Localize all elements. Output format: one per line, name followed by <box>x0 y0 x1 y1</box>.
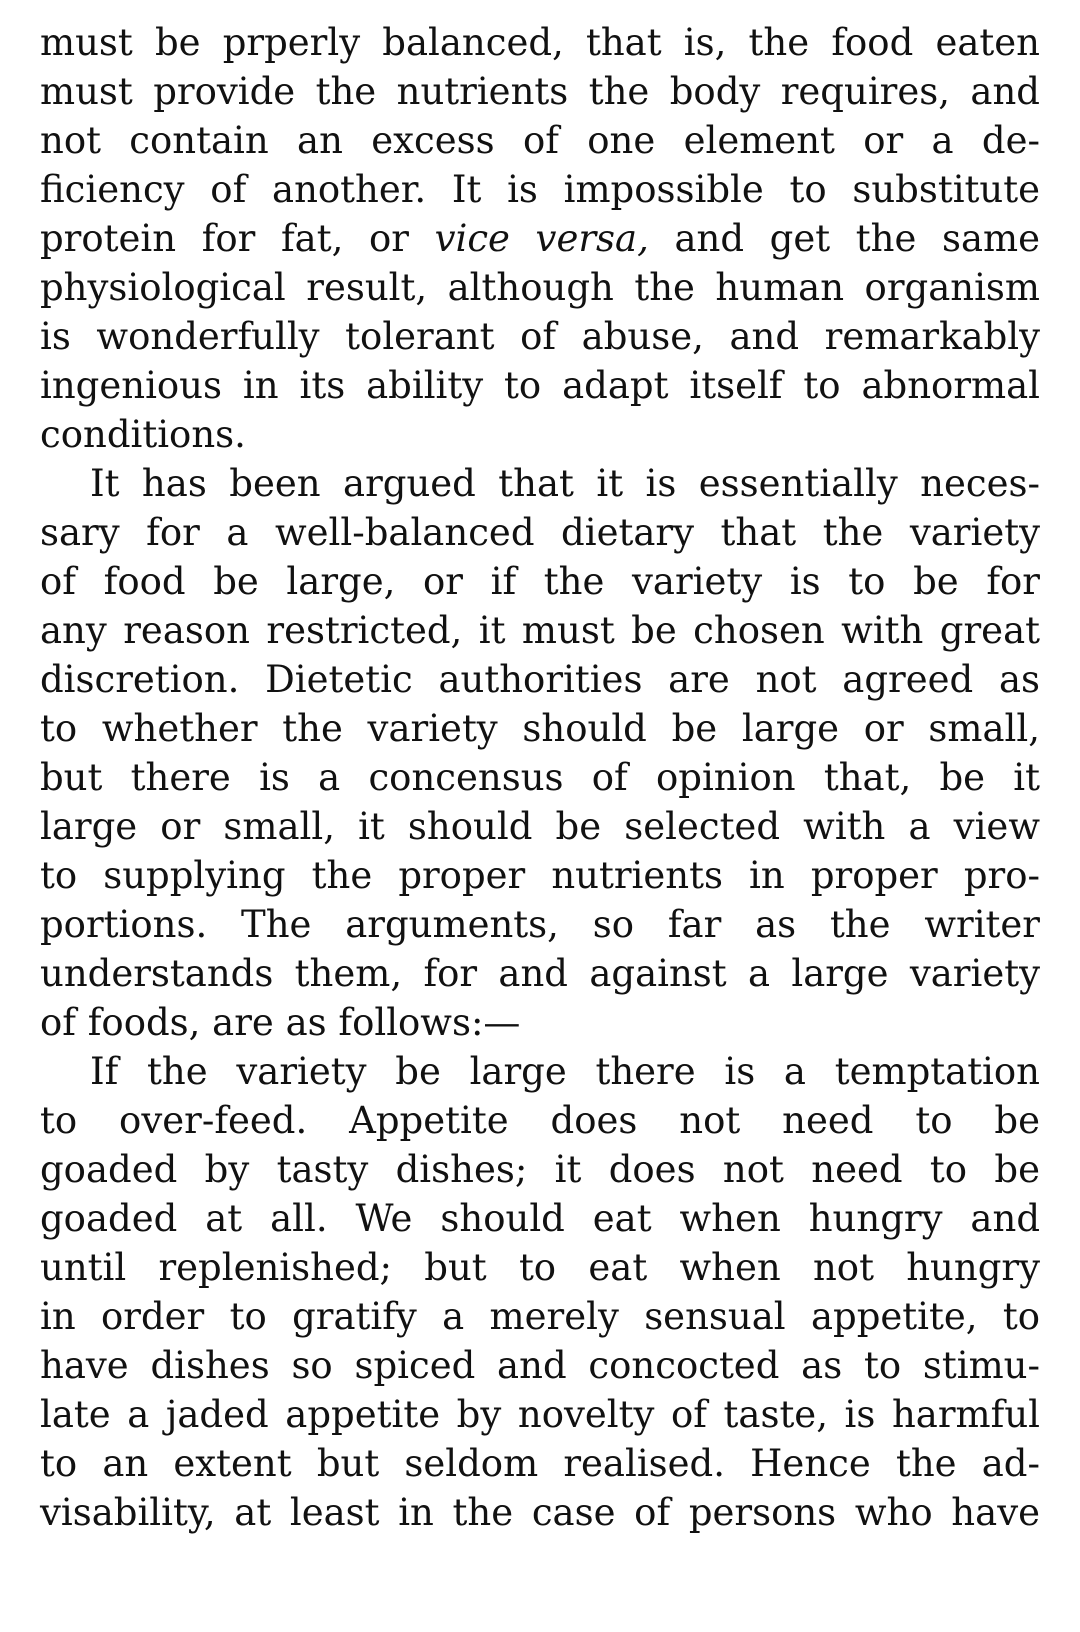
text-line: It has been argued that it is essentially neces- <box>90 462 1040 505</box>
text-line: ficiency of another. It is impossible to substitute <box>40 168 1040 211</box>
text-line: understands them, for and against a large variety <box>40 952 1040 995</box>
paragraph-3 <box>40 1047 1040 1537</box>
text-line: conditions. <box>40 413 246 456</box>
text-line: goaded by tasty dishes; it does not need to be <box>40 1148 1040 1191</box>
text-line: ingenious in its ability to adapt itself to abnormal <box>40 364 1040 407</box>
text-line: must be prperly balanced, that is, the food eaten <box>40 21 1040 64</box>
text-line: of food be large, or if the variety is to be for <box>40 560 1040 603</box>
text-line: goaded at all. We should eat when hungry and <box>40 1197 1040 1240</box>
text-segment: and get the same <box>648 217 1040 260</box>
text-segment: protein for fat, or <box>40 217 435 260</box>
text-line: discretion. Dietetic authorities are not agreed as <box>40 658 1040 701</box>
text-line: visability, at least in the case of persons who have <box>40 1491 1040 1534</box>
book-page <box>40 18 1040 1537</box>
text-line: portions. The arguments, so far as the writer <box>40 903 1040 946</box>
text-line: must provide the nutrients the body requires, and <box>40 70 1040 113</box>
paragraph-1 <box>40 18 1040 459</box>
text-line: If the variety be large there is a temptation <box>90 1050 1040 1093</box>
text-line: to over-feed. Appetite does not need to be <box>40 1099 1040 1142</box>
text-line: of foods, are as follows:— <box>40 1001 521 1044</box>
italic-phrase: vice versa, <box>434 217 649 260</box>
text-line: is wonderfully tolerant of abuse, and remarkably <box>40 315 1040 358</box>
text-line: to an extent but seldom realised. Hence the ad- <box>40 1442 1040 1485</box>
text-line: to whether the variety should be large or small, <box>40 707 1040 750</box>
text-line: sary for a well-balanced dietary that the variety <box>40 511 1040 554</box>
text-line: physiological result, although the human organism <box>40 266 1040 309</box>
text-line: in order to gratify a merely sensual appetite, to <box>40 1295 1040 1338</box>
text-line: but there is a concensus of opinion that, be it <box>40 756 1040 799</box>
text-line <box>40 214 1040 263</box>
paragraph-2 <box>40 459 1040 1047</box>
text-line: to supplying the proper nutrients in proper pro- <box>40 854 1040 897</box>
text-line: any reason restricted, it must be chosen with great <box>40 609 1040 652</box>
text-line: have dishes so spiced and concocted as to stimu- <box>40 1344 1040 1387</box>
text-line: late a jaded appetite by novelty of taste, is harmful <box>40 1393 1040 1436</box>
text-line: not contain an excess of one element or a de- <box>40 119 1040 162</box>
text-line: large or small, it should be selected with a view <box>40 805 1040 848</box>
text-line: until replenished; but to eat when not hungry <box>40 1246 1040 1289</box>
